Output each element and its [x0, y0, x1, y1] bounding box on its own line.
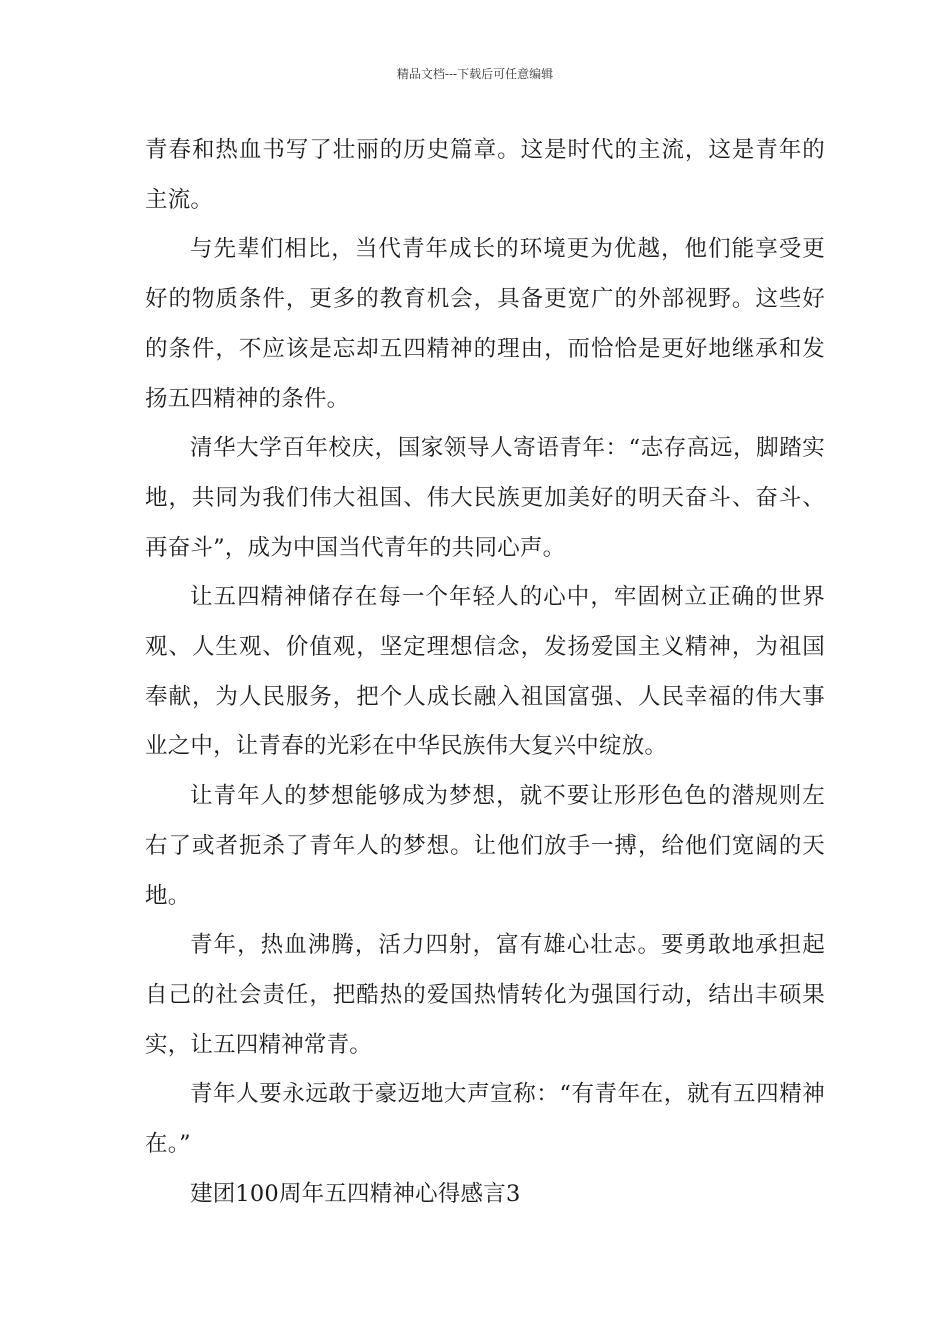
document-body [145, 126, 825, 1219]
paragraph: 让青年人的梦想能够成为梦想，就不要让形形色色的潜规则左右了或者扼杀了青年人的梦想。让他们放手一搏，给他们宽阔的天地。 [145, 783, 825, 909]
paragraph: 青年，热血沸腾，活力四射，富有雄心壮志。要勇敢地承担起自己的社会责任，把酷热的爱国热情转化为强国行动，结出丰硕果实，让五四精神常青。 [145, 932, 825, 1058]
paragraph: 让五四精神储存在每一个年轻人的心中，牢固树立正确的世界观、人生观、价值观，坚定理想信念，发扬爱国主义精神，为祖国奉献，为人民服务，把个人成长融入祖国富强、人民幸福的伟大事业之中，让青春的光彩在中华民族伟大复兴中绽放。 [145, 584, 825, 760]
page-header: 精品文档---下载后可任意编辑 [396, 67, 554, 81]
paragraph-continuation: 青春和热血书写了壮丽的历史篇章。这是时代的主流，这是青年的主流。 [145, 137, 825, 213]
paragraph: 与先辈们相比，当代青年成长的环境更为优越，他们能享受更好的物质条件，更多的教育机会，具备更宽广的外部视野。这些好的条件，不应该是忘却五四精神的理由，而恰恰是更好地继承和发扬五四精神的条件。 [145, 236, 825, 412]
paragraph: 青年人要永远敢于豪迈地大声宣称：“有青年在，就有五四精神在。” [145, 1081, 825, 1158]
section-heading: 建团100周年五四精神心得感言3 [190, 1180, 521, 1207]
paragraph: 清华大学百年校庆，国家领导人寄语青年：“志存高远，脚踏实地，共同为我们伟大祖国、伟大民族更加美好的明天奋斗、奋斗、再奋斗”，成为中国当代青年的共同心声。 [145, 435, 825, 561]
